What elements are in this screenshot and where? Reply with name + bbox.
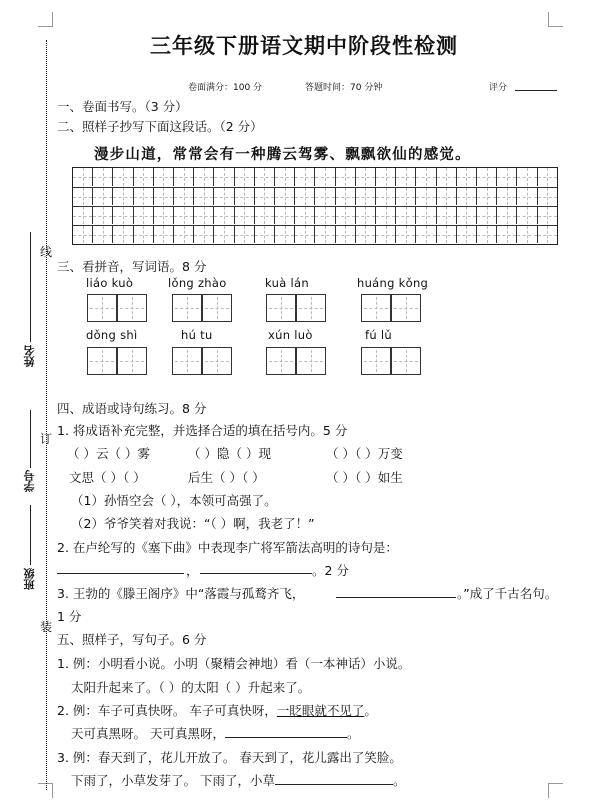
q5-task-3-blank[interactable] <box>275 772 393 785</box>
page-title: 三年级下册语文期中阶段性检测 <box>150 33 458 58</box>
q5-task-3-end: 。 <box>392 773 406 788</box>
grid-row-2[interactable] <box>73 187 557 205</box>
side-blank-class <box>30 505 31 565</box>
q4-2-score: 。2 分 <box>312 563 349 578</box>
idiom-4[interactable]: 文思（ ）（ ） <box>69 470 146 485</box>
answer-box[interactable] <box>391 294 421 322</box>
q4-3-blank[interactable] <box>336 597 456 598</box>
answer-box[interactable] <box>117 347 147 375</box>
answer-box[interactable] <box>266 294 296 322</box>
pinyin-longzhao: lǒng zhào <box>168 276 227 290</box>
idiom-2[interactable]: （ ）隐（ ）现 <box>188 446 271 461</box>
binding-char-line: 线 <box>40 245 53 259</box>
answer-box[interactable] <box>296 347 326 375</box>
side-label-number: 学号 <box>23 470 36 492</box>
idiom-1[interactable]: （ ）云（ ）雾 <box>67 446 150 461</box>
side-blank-number <box>30 410 31 468</box>
crop-mark-bottom-right <box>548 783 563 798</box>
q5-example-2-underlined: 一眨眼就不见了 <box>276 703 365 718</box>
pinyin-kualan: kuà lán <box>265 276 309 290</box>
q4-3-score: 1 分 <box>57 609 82 624</box>
idiom-6[interactable]: （ ）（ ）如生 <box>326 470 403 485</box>
q4-2-blank-1[interactable] <box>57 573 184 574</box>
answer-box[interactable] <box>202 347 232 375</box>
q5-example-2-end: 。 <box>364 703 377 718</box>
q4-3-prompt-b: 。”成了千古名句。 <box>457 586 558 601</box>
answer-box[interactable] <box>117 294 147 322</box>
answer-box[interactable] <box>172 294 202 322</box>
section-5-heading: 五、照样子，写句子。6 分 <box>57 632 207 647</box>
answer-box[interactable] <box>87 294 117 322</box>
q5-task-3-text: 下雨了，小草发芽了。 下雨了，小草 <box>71 773 275 788</box>
answer-box[interactable] <box>361 294 391 322</box>
q5-example-3: 3. 例：春天到了，花儿开放了。 春天到了，花儿露出了笑脸。 <box>57 750 402 765</box>
grid-row-3[interactable] <box>73 206 557 224</box>
pinyin-dongshi: dǒng shì <box>86 328 138 342</box>
idiom-5[interactable]: 后生（ ）（ ） <box>188 470 265 485</box>
answer-box[interactable] <box>296 294 326 322</box>
answer-box[interactable] <box>361 347 391 375</box>
section-2-heading: 二、照样子抄写下面这段话。（2 分） <box>57 119 263 134</box>
q5-task-1[interactable]: 太阳升起来了。（ ）的太阳（ ）升起来了。 <box>71 680 311 695</box>
q5-example-2-text: 2. 例：车子可真快呀。 车子可真快呀， <box>57 703 277 718</box>
pinyin-liaokuo: liáo kuò <box>86 276 134 290</box>
writing-grid[interactable] <box>72 167 558 245</box>
score-label: 评分 <box>489 83 508 93</box>
q4-1-prompt: 1. 将成语补充完整，并选择合适的填在括号内。5 分 <box>57 423 348 438</box>
copy-sentence: 漫步山道，常常会有一种腾云驾雾、飘飘欲仙的感觉。 <box>94 146 471 163</box>
answer-box[interactable] <box>202 294 232 322</box>
q4-2-blank-2[interactable] <box>200 573 312 574</box>
answer-box[interactable] <box>87 347 117 375</box>
side-label-class: 班级 <box>23 568 36 590</box>
grid-row-4[interactable] <box>73 225 557 243</box>
q5-task-2-end: 。 <box>346 726 360 741</box>
q4-2-comma: ， <box>186 563 199 578</box>
pinyin-huangkong: huáng kǒng <box>357 276 429 290</box>
answer-box[interactable] <box>172 347 202 375</box>
q4-fill-1[interactable]: （1）孙悟空会（ ），本领可高强了。 <box>71 493 277 508</box>
answer-time: 答题时间：70 分钟 <box>305 83 383 93</box>
pinyin-fulu: fú lǔ <box>365 328 392 342</box>
q5-task-2 <box>71 724 360 742</box>
idiom-3[interactable]: （ ）（ ）万变 <box>326 446 403 461</box>
q5-example-2 <box>57 701 377 719</box>
section-1-heading: 一、卷面书写。（3 分） <box>57 99 188 114</box>
q4-fill-2[interactable]: （2）爷爷笑着对我说：“（ ）啊，我老了！” <box>71 516 315 531</box>
grid-row-1[interactable] <box>73 168 557 186</box>
answer-box[interactable] <box>391 347 421 375</box>
q5-task-3 <box>71 771 406 789</box>
q4-3-prompt-a: 3. 王勃的《滕王阁序》中“落霞与孤鹜齐飞， <box>57 586 305 601</box>
binding-dotted-line <box>46 40 47 790</box>
binding-char-bind: 订 <box>40 432 53 446</box>
binding-char-pack: 装 <box>40 620 53 634</box>
side-blank-name <box>30 232 31 342</box>
q5-task-2-blank[interactable] <box>225 725 347 738</box>
score-blank[interactable] <box>515 90 557 91</box>
section-3-heading: 三、看拼音，写词语。8 分 <box>57 259 207 274</box>
section-4-heading: 四、成语或诗句练习。8 分 <box>57 401 207 416</box>
q5-task-2-text: 天可真黑呀。 天可真黑呀， <box>71 726 225 741</box>
crop-mark-top-right <box>548 12 563 27</box>
answer-box[interactable] <box>266 347 296 375</box>
q5-example-1: 1. 例：小明看小说。小明（聚精会神地）看（一本神话）小说。 <box>57 656 411 671</box>
pinyin-hutu: hú tu <box>181 328 213 342</box>
full-score: 卷面满分：100 分 <box>188 83 263 93</box>
side-label-name: 姓名 <box>23 345 36 367</box>
q4-2-prompt: 2. 在卢纶写的《塞下曲》中表现李广将军箭法高明的诗句是： <box>57 540 398 555</box>
pinyin-xunluo: xún luò <box>268 328 313 342</box>
crop-mark-top-left <box>38 12 53 27</box>
